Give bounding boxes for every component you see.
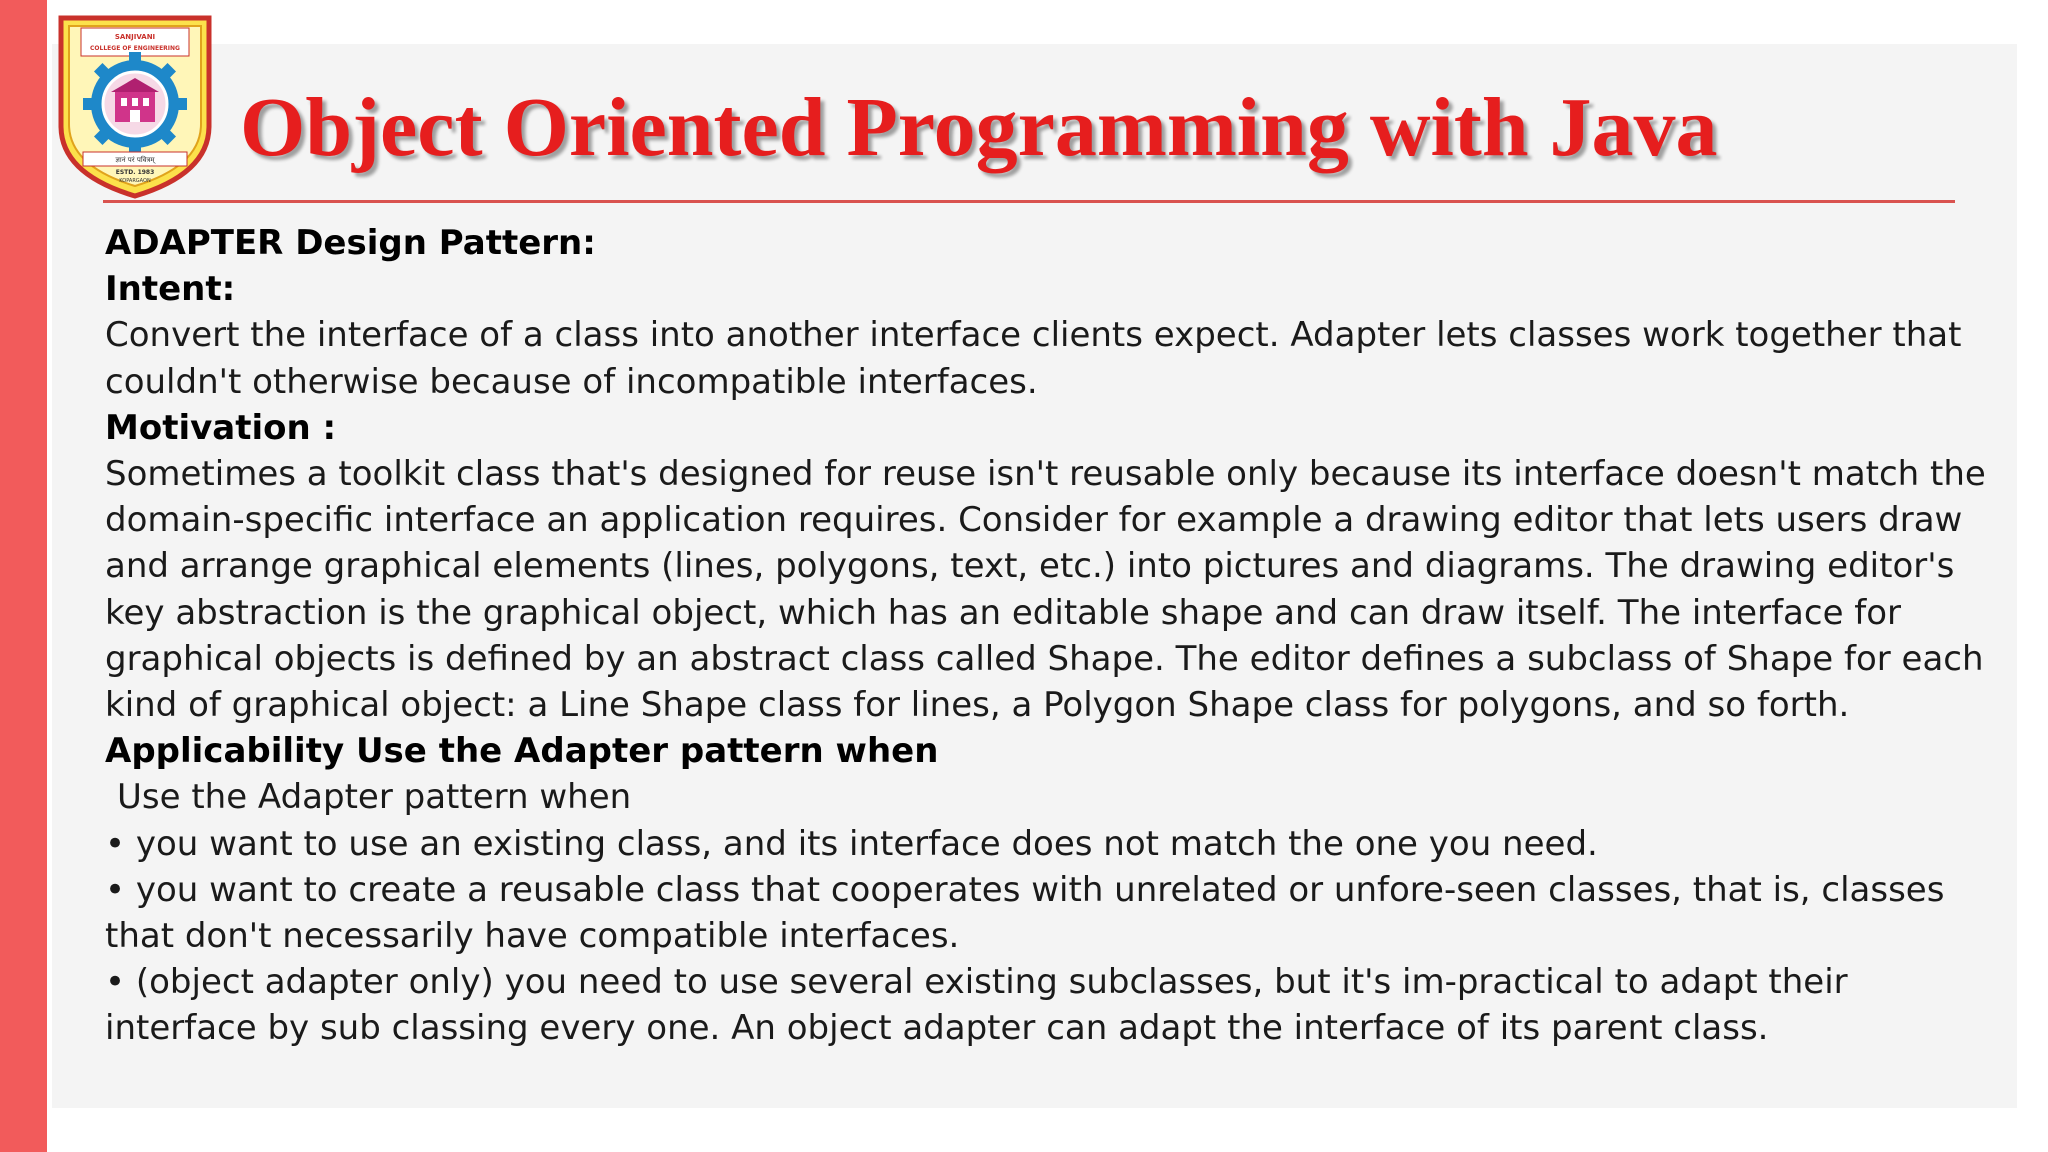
svg-text:SANJIVANI: SANJIVANI — [114, 33, 156, 41]
applicability-line: that don't necessarily have compatible interfaces. — [105, 916, 960, 957]
section-heading: ADAPTER Design Pattern: — [105, 223, 596, 263]
applicability-heading: Applicability Use the Adapter pattern when — [105, 731, 939, 772]
motivation-heading: Motivation : — [105, 407, 337, 448]
svg-text:COLLEGE OF ENGINEERING: COLLEGE OF ENGINEERING — [90, 45, 180, 52]
applicability-intro: Use the Adapter pattern when — [117, 777, 632, 818]
svg-text:KOPARGAON: KOPARGAON — [119, 178, 151, 184]
slide-body — [105, 220, 1985, 1052]
intent-line: couldn't otherwise because of incompatible interfaces. — [105, 361, 1038, 402]
applicability-line: • (object adapter only) you need to use several existing subclasses, but it's im-practical to adapt their — [105, 962, 1848, 1003]
motivation-line: and arrange graphical elements (lines, polygons, text, etc.) into pictures and diagrams. The drawing editor's — [105, 546, 1955, 587]
title-divider — [103, 200, 1955, 203]
motivation-line: kind of graphical object: a Line Shape class for lines, a Polygon Shape class for polygons, and so forth. — [105, 685, 1850, 726]
applicability-line: • you want to create a reusable class that cooperates with unrelated or unfore-seen classes, that is, classes — [105, 869, 1945, 910]
svg-text:ESTD. 1983: ESTD. 1983 — [115, 169, 155, 176]
motivation-line: domain-specific interface an application requires. Consider for example a drawing editor that lets users draw — [105, 500, 1963, 541]
intent-heading: Intent: — [105, 269, 236, 310]
motivation-line: graphical objects is defined by an abstract class called Shape. The editor defines a subclass of Shape for each — [105, 638, 1984, 679]
left-accent-bar — [0, 0, 47, 1152]
applicability-line: interface by sub classing every one. An object adapter can adapt the interface of its parent class. — [105, 1008, 1769, 1049]
college-crest-logo — [55, 14, 215, 200]
svg-text:ज्ञानं परं पवित्रम्: ज्ञानं परं पवित्रम् — [115, 156, 155, 164]
intent-line: Convert the interface of a class into another interface clients expect. Adapter lets classes work together that — [105, 315, 1962, 356]
slide-title: Object Oriented Programming with Java — [240, 81, 1718, 174]
applicability-line: • you want to use an existing class, and its interface does not match the one you need. — [105, 823, 1598, 864]
motivation-line: Sometimes a toolkit class that's designed for reuse isn't reusable only because its interface doesn't match the — [105, 454, 1986, 495]
motivation-line: key abstraction is the graphical object, which has an editable shape and can draw itself. The interface for — [105, 592, 1902, 633]
